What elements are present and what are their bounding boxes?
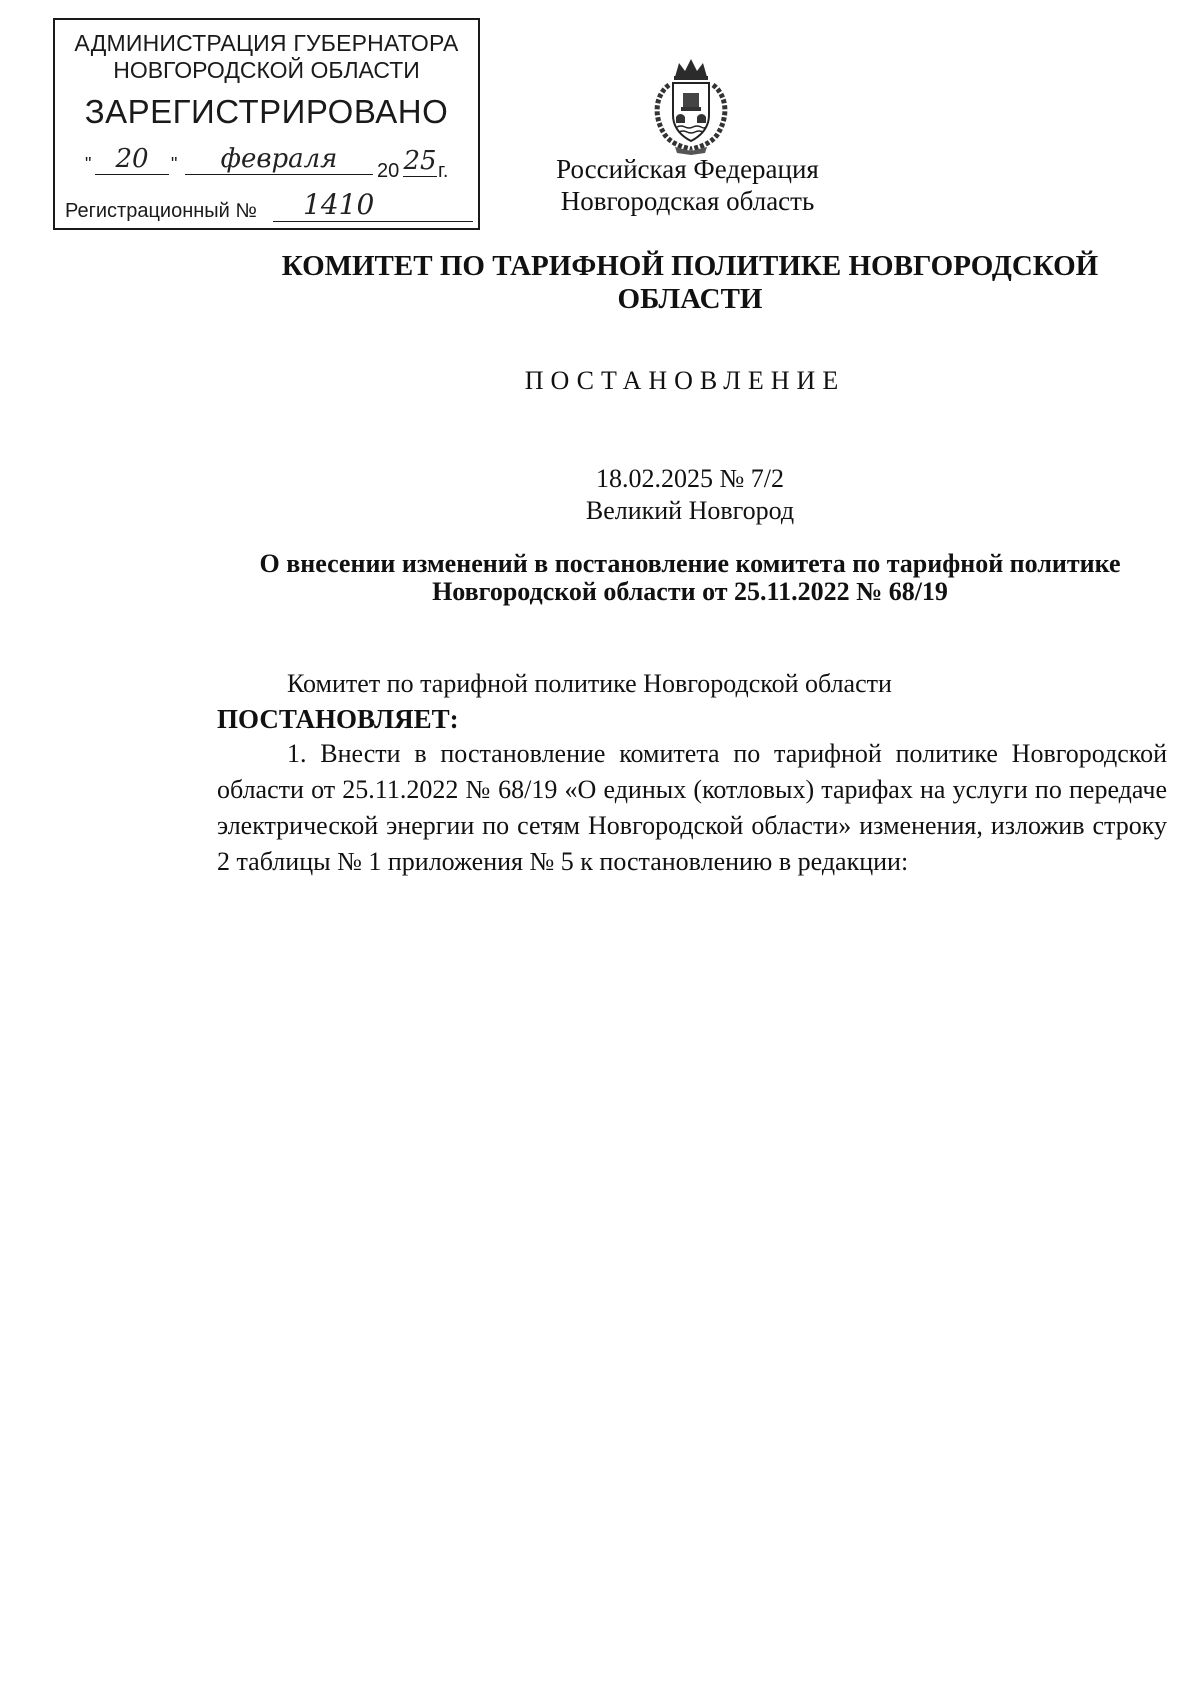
stamp-authority-line2: НОВГОРОДСКОЙ ОБЛАСТИ bbox=[113, 57, 420, 83]
document-type: ПОСТАНОВЛЕНИЕ bbox=[524, 366, 846, 395]
stamp-day: 20 bbox=[95, 144, 169, 175]
stamp-quote-open: " bbox=[85, 154, 92, 174]
region-name: Новгородская область bbox=[560, 186, 815, 216]
stamp-registration-number: 1410 bbox=[273, 188, 473, 222]
body-resolves: ПОСТАНОВЛЯЕТ: bbox=[217, 704, 459, 734]
country-name: Российская Федерация bbox=[556, 154, 819, 184]
registration-stamp bbox=[53, 18, 480, 230]
coat-of-arms-icon bbox=[645, 55, 737, 155]
stamp-authority-line1: АДМИНИСТРАЦИЯ ГУБЕРНАТОРА bbox=[74, 30, 459, 56]
stamp-registration-row bbox=[65, 188, 475, 226]
document-date-number-block bbox=[540, 463, 840, 527]
document-body bbox=[217, 666, 1167, 880]
body-item-1: 1. Внести в постановление комитета по тарифной политике Новгородской области от 25.11.2022 № 68/19 «О единых (котловых) тарифах на услуги по передаче электрической энергии по сетям Новгородской области» изменения, изложив строку 2 таблицы № 1 приложения № 5 к постановлению в редакции: bbox=[217, 739, 1167, 876]
country-header bbox=[500, 153, 875, 217]
committee-title-line1: КОМИТЕТ ПО ТАРИФНОЙ ПОЛИТИКЕ НОВГОРОДСКОЙ bbox=[281, 250, 1099, 282]
stamp-month: февраля bbox=[185, 144, 373, 175]
committee-title bbox=[230, 250, 1150, 316]
document-date-number: 18.02.2025 № 7/2 bbox=[595, 464, 785, 493]
stamp-year-unit: г. bbox=[438, 160, 449, 182]
stamp-quote-close: " bbox=[171, 154, 178, 174]
stamp-date-row bbox=[81, 144, 461, 188]
document-subject-line2: Новгородской области от 25.11.2022 № 68/19 bbox=[432, 577, 948, 606]
stamp-year-prefix: 20 bbox=[377, 160, 400, 182]
document-city: Великий Новгород bbox=[585, 496, 795, 525]
document-subject-line1: О внесении изменений в постановление комитета по тарифной политике bbox=[259, 549, 1121, 578]
body-intro: Комитет по тарифной политике Новгородской области bbox=[287, 669, 892, 698]
stamp-registration-label: Регистрационный № bbox=[65, 200, 257, 222]
document-subject bbox=[210, 550, 1170, 606]
stamp-year-suffix: 25 bbox=[403, 146, 437, 176]
committee-title-line2: ОБЛАСТИ bbox=[617, 283, 763, 315]
stamp-registered-label: ЗАРЕГИСТРИРОВАНО bbox=[84, 93, 449, 130]
